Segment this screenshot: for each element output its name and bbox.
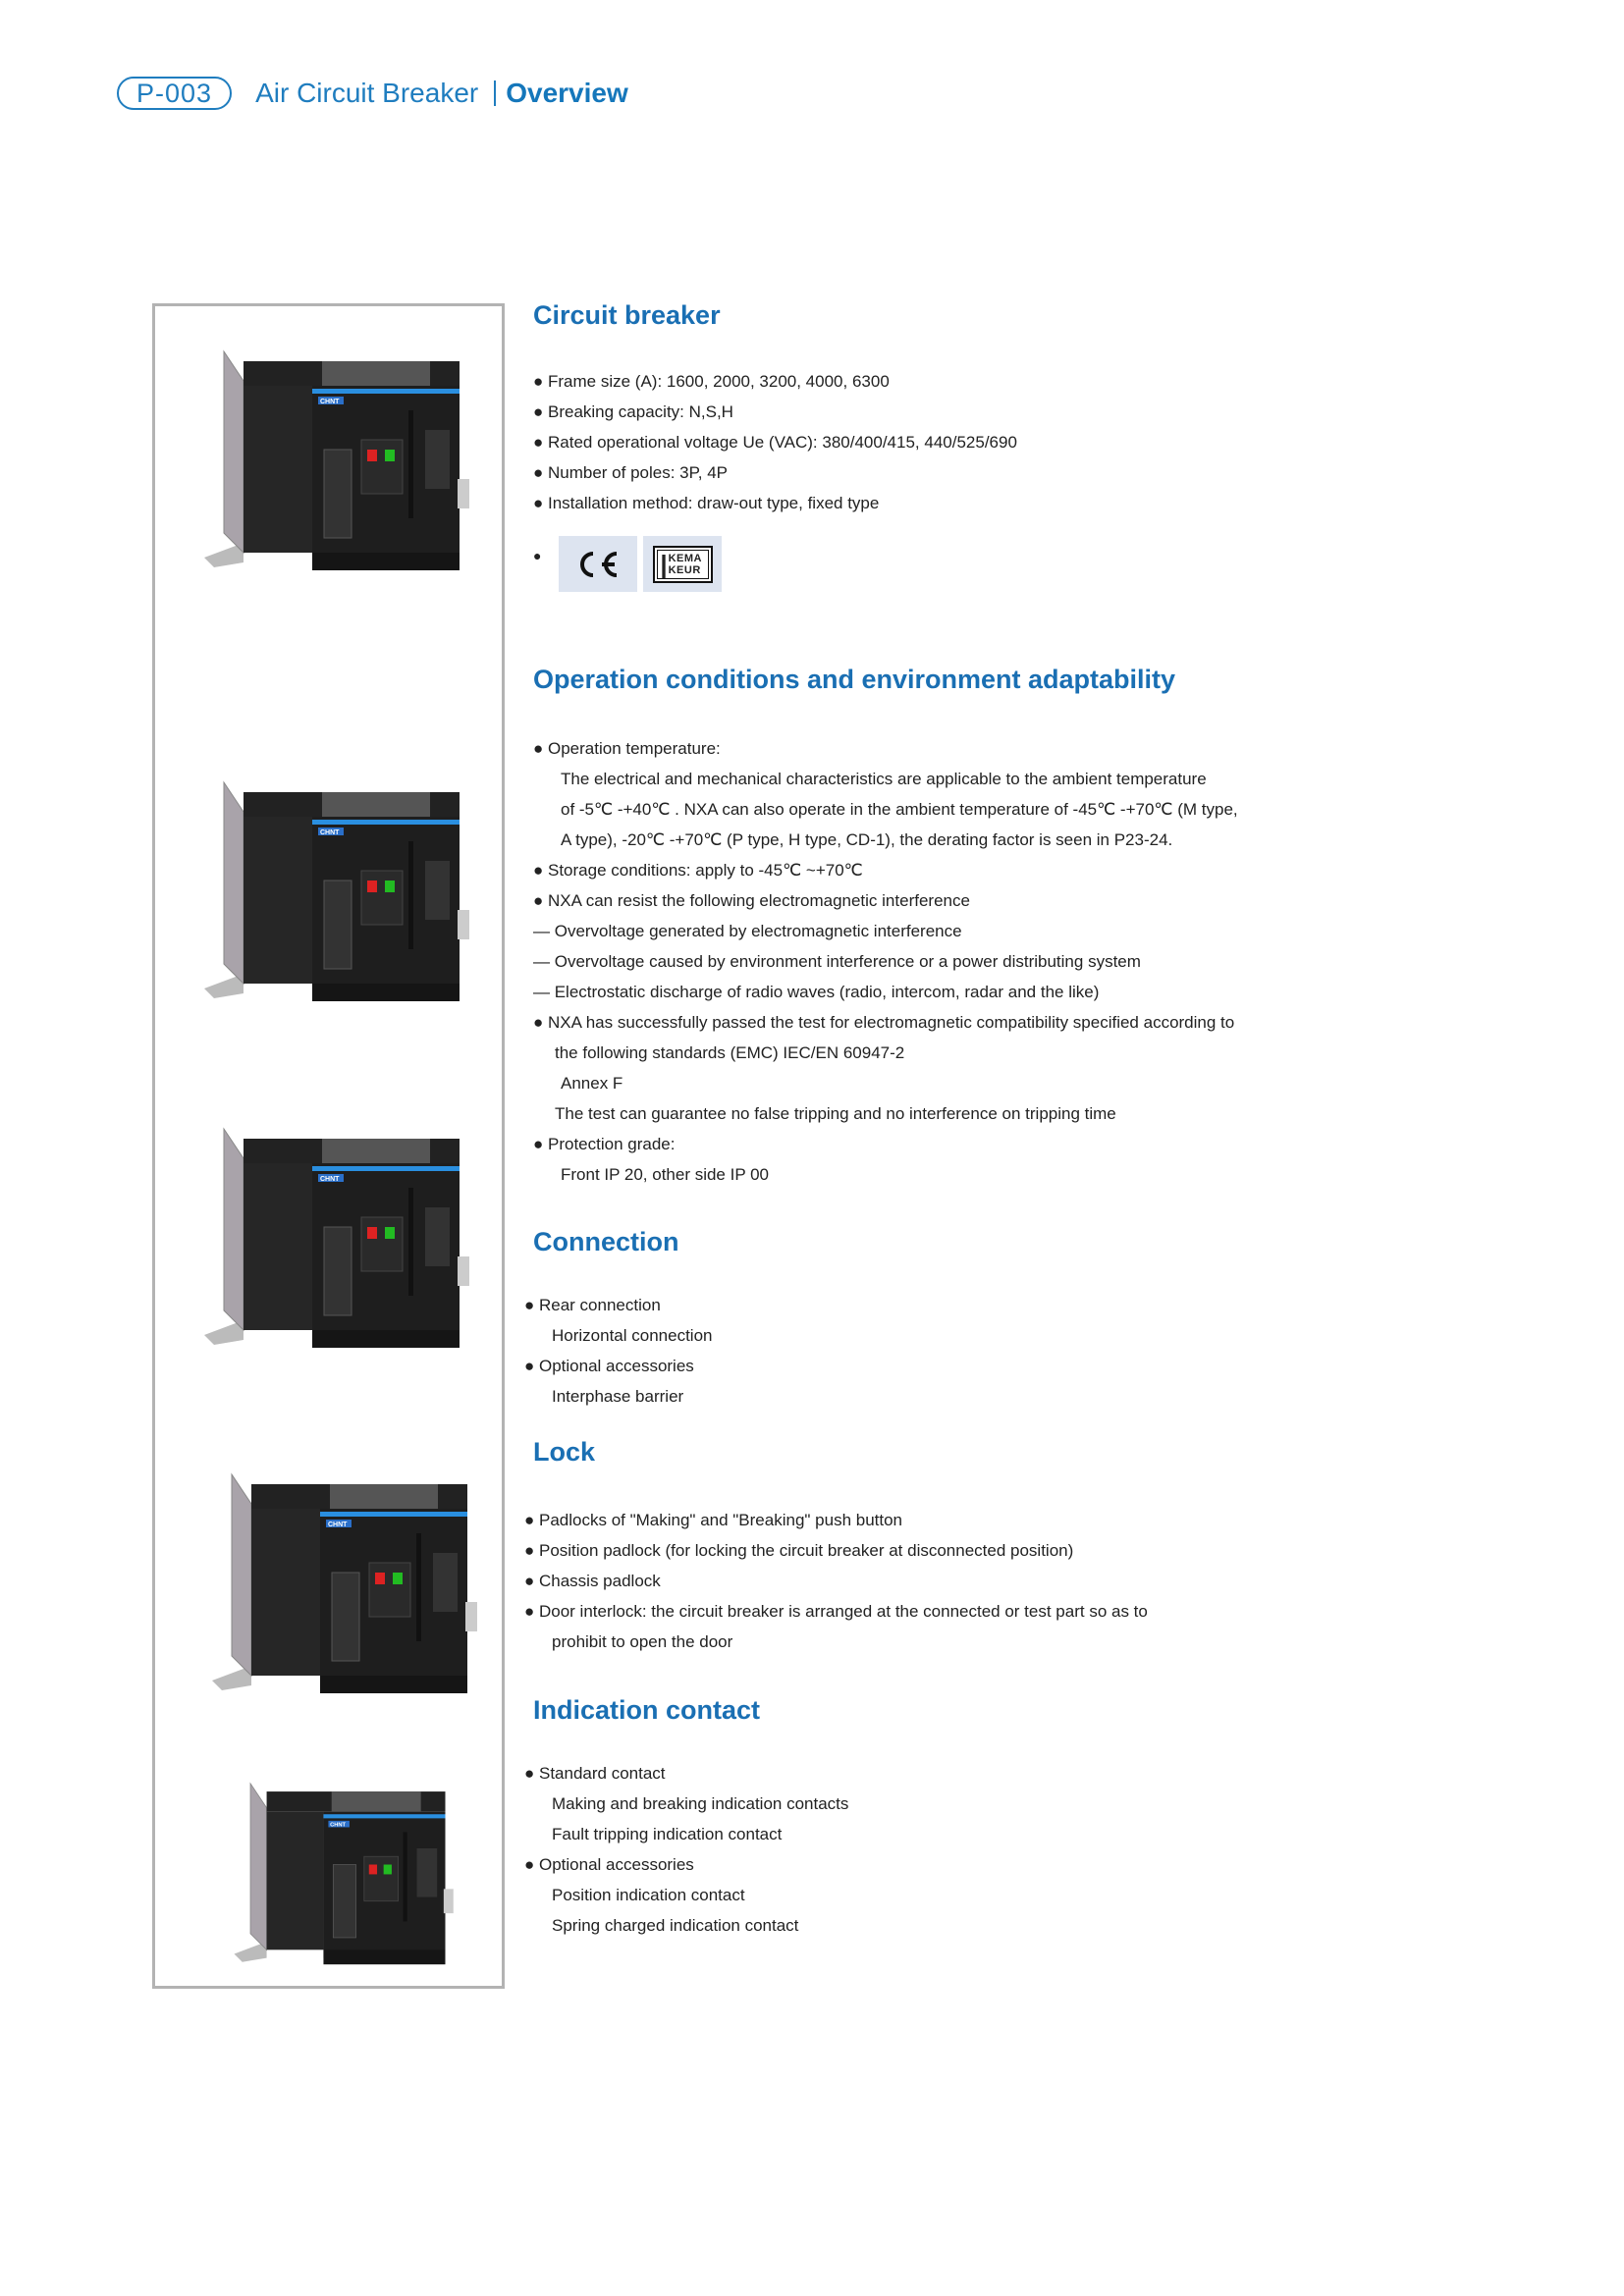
list-item: prohibit to open the door <box>552 1632 733 1651</box>
list-item: of -5℃ -+40℃ . NXA can also operate in the ambient temperature of -45℃ -+70℃ (M type, <box>561 800 1238 819</box>
page-header <box>117 77 628 110</box>
page-title: Air Circuit Breaker <box>255 78 479 108</box>
list-item: The test can guarantee no false tripping and no interference on tripping time <box>555 1104 1116 1123</box>
page-code-badge: P-003 <box>117 77 232 110</box>
list-item: ● Optional accessories <box>524 1855 694 1874</box>
list-item: Interphase barrier <box>552 1387 684 1406</box>
section-heading: Operation conditions and environment adaptability <box>533 665 1176 694</box>
section-circuit-breaker <box>533 295 1017 592</box>
section-operation-conditions <box>533 660 1238 1190</box>
brand-logo-text: CHNT <box>320 1176 340 1183</box>
list-item: the following standards (EMC) IEC/EN 60947-2 <box>555 1043 905 1062</box>
kema-keur-text: KEMA KEUR <box>668 552 702 576</box>
section-heading: Indication contact <box>533 1695 761 1725</box>
cert-bullet: ● <box>533 548 542 563</box>
circuit-breaker-illustration <box>185 322 479 577</box>
list-item: ● Breaking capacity: N,S,H <box>533 402 733 421</box>
kema-keur-logo <box>643 536 722 592</box>
page-section: Overview <box>506 78 628 108</box>
circuit-breaker-illustration <box>183 1759 497 1970</box>
list-item: Fault tripping indication contact <box>552 1825 783 1843</box>
list-item: A type), -20℃ -+70℃ (P type, H type, CD-1), the derating factor is seen in P23-24. <box>561 830 1173 849</box>
product-image-1 <box>185 322 479 577</box>
list-item: Making and breaking indication contacts <box>552 1794 849 1813</box>
section-heading: Connection <box>533 1227 679 1256</box>
section-connection <box>524 1222 713 1412</box>
circuit-breaker-illustration <box>185 1099 479 1355</box>
list-item: ● Chassis padlock <box>524 1572 661 1590</box>
kema-k-glyph: | <box>660 549 668 579</box>
list-item: — Overvoltage generated by electromagnetic interference <box>533 922 962 940</box>
product-image-5 <box>183 1759 497 1970</box>
section-indication-contact <box>524 1690 849 1941</box>
product-image-frame <box>152 303 505 1989</box>
list-item: ● NXA can resist the following electromagnetic interference <box>533 891 970 910</box>
list-item: ● Door interlock: the circuit breaker is arranged at the connected or test part so as to <box>524 1602 1148 1621</box>
brand-logo-text: CHNT <box>320 399 340 405</box>
circuit-breaker-illustration <box>183 1445 497 1700</box>
kema-keur-mark <box>653 546 712 583</box>
list-item: Horizontal connection <box>552 1326 713 1345</box>
list-item: Spring charged indication contact <box>552 1916 799 1935</box>
list-item: ● Standard contact <box>524 1764 666 1783</box>
list-item: ● NXA has successfully passed the test for electromagnetic compatibility specified according to <box>533 1013 1235 1032</box>
product-image-2 <box>185 753 479 1008</box>
product-image-3 <box>185 1099 479 1355</box>
title-divider <box>494 80 496 106</box>
list-item: ● Padlocks of "Making" and "Breaking" push button <box>524 1511 903 1529</box>
certifications <box>533 536 1017 592</box>
product-image-4 <box>183 1445 497 1700</box>
circuit-breaker-illustration <box>185 753 479 1008</box>
brand-logo-text: CHNT <box>320 829 340 836</box>
list-item: ● Rear connection <box>524 1296 661 1314</box>
list-item: ● Rated operational voltage Ue (VAC): 380/400/415, 440/525/690 <box>533 433 1017 452</box>
list-item: Position indication contact <box>552 1886 745 1904</box>
list-item: Annex F <box>561 1074 623 1093</box>
list-item: ● Number of poles: 3P, 4P <box>533 463 729 482</box>
section-lock <box>524 1432 1148 1657</box>
list-item: ● Optional accessories <box>524 1357 694 1375</box>
brand-logo-text: CHNT <box>328 1522 348 1528</box>
section-heading: Circuit breaker <box>533 300 721 330</box>
list-item: Front IP 20, other side IP 00 <box>561 1165 770 1184</box>
list-item: ● Frame size (A): 1600, 2000, 3200, 4000, 6300 <box>533 372 890 391</box>
list-item: ● Storage conditions: apply to -45℃ ~+70℃ <box>533 861 863 880</box>
ce-mark-logo <box>559 536 637 592</box>
brand-logo-text: CHNT <box>330 1822 347 1829</box>
list-item: ● Operation temperature: <box>533 739 721 758</box>
list-item: ● Protection grade: <box>533 1135 676 1153</box>
list-item: — Electrostatic discharge of radio waves (radio, intercom, radar and the like) <box>533 983 1100 1001</box>
list-item: ● Installation method: draw-out type, fixed type <box>533 494 880 512</box>
list-item: ● Position padlock (for locking the circuit breaker at disconnected position) <box>524 1541 1074 1560</box>
section-heading: Lock <box>533 1437 596 1467</box>
list-item: — Overvoltage caused by environment interference or a power distributing system <box>533 952 1141 971</box>
list-item: The electrical and mechanical characteristics are applicable to the ambient temperature <box>561 770 1207 788</box>
